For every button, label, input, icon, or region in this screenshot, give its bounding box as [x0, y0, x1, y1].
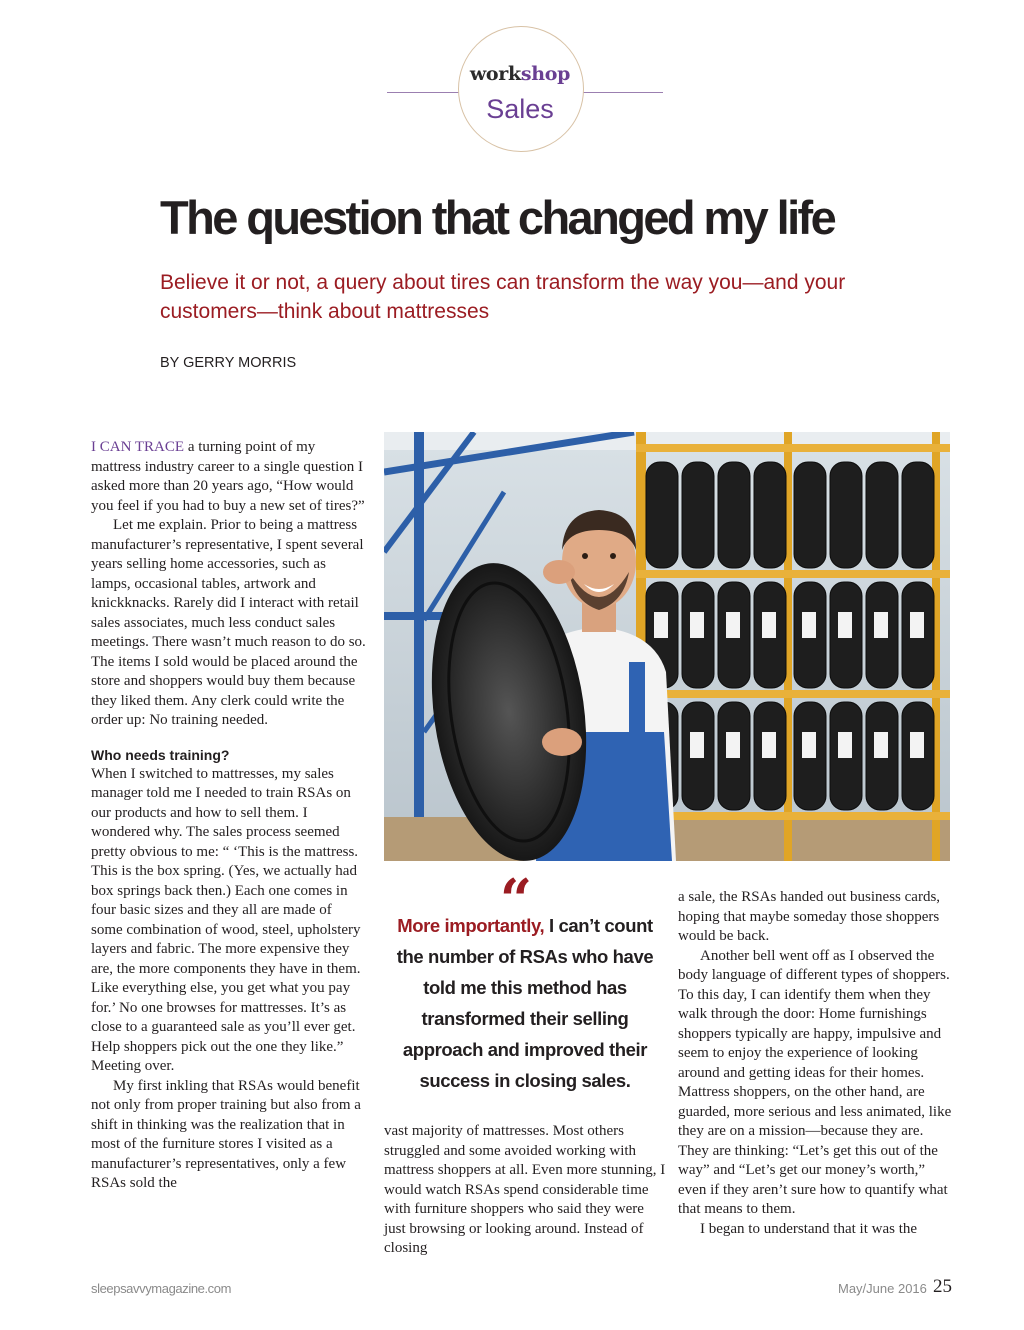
- paragraph-1: [91, 438, 367, 516]
- section-kicker: [458, 63, 582, 85]
- paragraph-5: vast majority of mattresses. Most others struggled and some avoided working with mattress shoppers at all. Even more stunning, I would watch RSAs spend considerable time with furniture shoppers who said they were just browsing or looking around. Instead of closing: [384, 1123, 666, 1256]
- photo-illustration: [384, 432, 950, 861]
- paragraph-2: Let me explain. Prior to being a mattress manufacturer’s representative, I spent several years selling home accessories, such as lamps, occasional tables, artwork and knickknacks. Rarely did I interact with retail sales associates, much less conduct sales meetings. There wasn’t much reason to do so. The items I sold would be placed around the store and shoppers would buy them because they liked them. Any clerk could write the order up: No training needed.: [91, 517, 366, 728]
- paragraph-1-text: a turning point of my mattress industry career to a single question I asked more than 20 years ago, “How would you feel if you had to buy a new set of tires?”: [91, 439, 365, 514]
- article-column-3: [678, 888, 954, 1239]
- pull-quote-text: I can’t count the number of RSAs who have told me this method has transformed their selling approach and improved their success in closing sales.: [396, 915, 654, 1091]
- pull-quote-highlight: More importantly,: [397, 915, 545, 936]
- byline: BY GERRY MORRIS: [160, 355, 297, 371]
- lead-in: I CAN TRACE: [91, 439, 185, 455]
- tire-shop-photo: [384, 432, 950, 861]
- kicker-word-work: work: [469, 63, 521, 85]
- footer-website: sleepsavvymagazine.com: [91, 1281, 232, 1296]
- subhead: Who needs training?: [91, 746, 230, 763]
- paragraph-6: a sale, the RSAs handed out business cards, hoping that maybe someday those shoppers would be back.: [678, 889, 941, 944]
- section-name: Sales: [486, 94, 554, 124]
- paragraph-4: My first inkling that RSAs would benefit not only from proper training but also from a shift in thinking was the realization that in most of the furniture stores I visited as a manufacturer’s representatives, only a few RSAs sold the: [91, 1077, 361, 1191]
- open-quote-icon: “: [499, 867, 533, 933]
- paragraph-3: When I switched to mattresses, my sales manager told me I needed to train RSAs on our products and how to sell them. I wondered why. The sales process seemed pretty obvious to me: “ ‘This is the mattress. This is the box spring. (Yes, we actually had box springs back then.) Each one comes in four basic sizes and they all are made of some combination of wood, steel, upholstery layers and fabric. The more expensive they are, the more components they have in them. Like everything else, you get what you pay for.’ No one browses for mattresses. It’s as close to a guaranteed sale as you’ll ever get. Help shoppers pick out the one they like.” Meeting over.: [91, 765, 361, 1074]
- paragraph-8: I began to understand that it was the: [700, 1220, 918, 1237]
- paragraph-7: Another bell went off as I observed the body language of different types of shoppers. To this day, I can identify them when they walk through the door: Home furnishings shoppers typically are happy, impulsive and seem to enjoy the experience of looking around and getting ideas for their homes. Mattress shoppers, on the other hand, are guarded, more serious and less animated, like they are on a mission—because they are. They are thinking: “Let’s get this out of the way” and “Let’s get our money’s worth,” even if they aren’t sure how to quantify what that means to them.: [678, 947, 952, 1217]
- kicker-word-shop: shop: [520, 63, 571, 85]
- pull-quote: [384, 910, 666, 1096]
- article-column-1: [91, 438, 367, 1194]
- article-column-2: [384, 1122, 666, 1259]
- footer-issue-date: May/June 2016: [838, 1281, 927, 1296]
- section-badge-text: [458, 26, 582, 150]
- deck: Believe it or not, a query about tires can transform the way you—and your customers—think about mattresses: [160, 271, 846, 323]
- page-number: 25: [933, 1276, 952, 1297]
- headline: The question that changed my life: [160, 191, 835, 244]
